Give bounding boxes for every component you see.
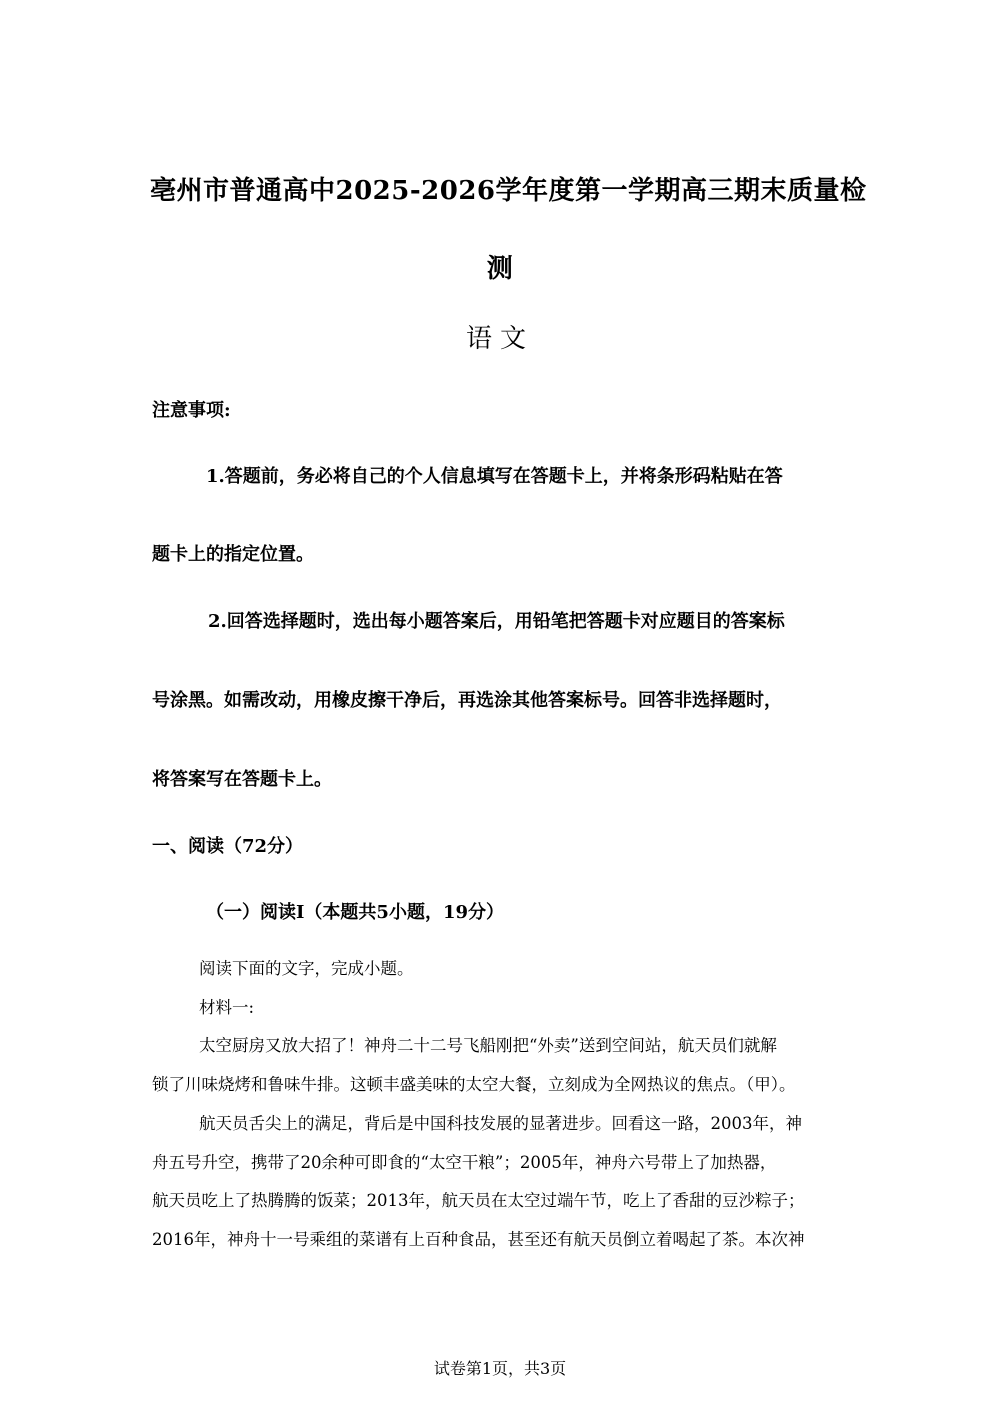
paragraph-2-line-1: 航天员舌尖上的满足，背后是中国科技发展的显著进步。回看这一路，2003年，神 xyxy=(199,1114,802,1133)
reading-instruction: 阅读下面的文字，完成小题。 xyxy=(199,959,414,978)
paragraph-2-line-4: 2016年，神舟十一号乘组的菜谱有上百种食品，甚至还有航天员倒立着喝起了茶。本次神 xyxy=(152,1230,805,1249)
material-label: 材料一: xyxy=(199,998,255,1017)
notice-item-2-line-3: 将答案写在答题卡上。 xyxy=(152,769,332,790)
subsection-heading: （一）阅读I（本题共5小题，19分） xyxy=(206,902,504,923)
paragraph-2-line-2: 舟五号升空，携带了20余种可即食的“太空干粮”；2005年，神舟六号带上了加热器， xyxy=(152,1153,777,1172)
notice-heading: 注意事项: xyxy=(152,400,231,421)
notice-item-1-line-1: 1.答题前，务必将自己的个人信息填写在答题卡上，并将条形码粘贴在答 xyxy=(206,466,783,487)
notice-item-1-line-2: 题卡上的指定位置。 xyxy=(152,544,314,565)
paragraph-2-line-3: 航天员吃上了热腾腾的饭菜；2013年，航天员在太空过端午节，吃上了香甜的豆沙粽子； xyxy=(152,1191,805,1210)
section-heading: 一、阅读（72分） xyxy=(152,836,304,857)
exam-title-line-2: 测 xyxy=(486,254,514,284)
subject-title: 语文 xyxy=(465,324,534,354)
notice-item-2-line-1: 2.回答选择题时，选出每小题答案后，用铅笔把答题卡对应题目的答案标 xyxy=(208,611,785,632)
paragraph-1-line-1: 太空厨房又放大招了！神舟二十二号飞船刚把“外卖”送到空间站，航天员们就解 xyxy=(199,1036,777,1055)
page-footer: 试卷第1页，共3页 xyxy=(433,1359,567,1378)
paragraph-1-line-2: 锁了川味烧烤和鲁味牛排。这顿丰盛美味的太空大餐，立刻成为全网热议的焦点。（甲）。 xyxy=(152,1075,796,1094)
exam-title-line-1: 亳州市普通高中2025-2026学年度第一学期高三期末质量检 xyxy=(150,176,867,206)
notice-item-2-line-2: 号涂黑。如需改动，用橡皮擦干净后，再选涂其他答案标号。回答非选择题时， xyxy=(152,690,782,711)
